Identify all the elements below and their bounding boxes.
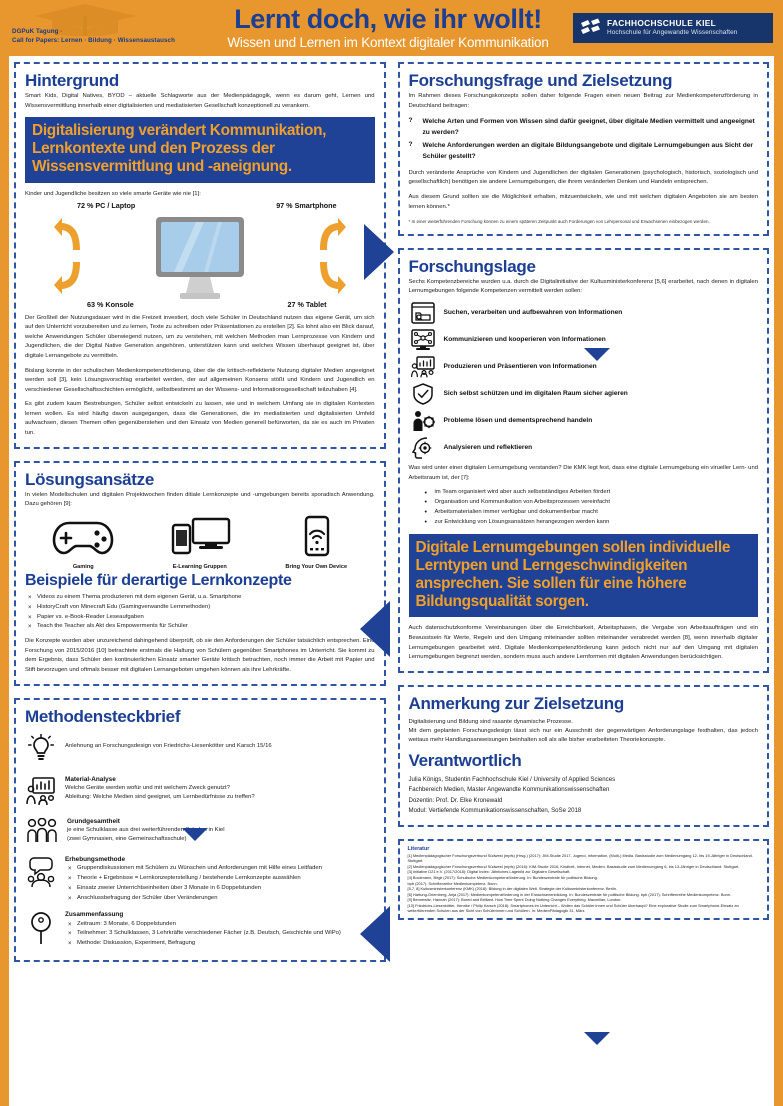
connector-arrow-down-1	[182, 828, 208, 841]
question-mark-icon: ?	[408, 141, 413, 149]
method-row-lamp	[26, 733, 375, 769]
connector-arrow-right-1	[364, 224, 394, 280]
card-loesungsansaetze	[14, 461, 386, 686]
kmk-points-list	[423, 488, 759, 528]
hintergrund-highlight: Digitalisierung verändert Kommunikation, Lernkontexte und den Prozess der Wissensvermittlung und -aneignung.	[25, 117, 375, 183]
literatur-item: bpb (2017): Schriftenreihe Medienkompetenz. Bonn.	[407, 880, 498, 886]
chart-caption: Kinder und Jugendliche besitzen so viele smarte Geräte wie nie [1]:	[25, 190, 201, 197]
list-item: × Gruppendiskussionen mit Schülern zu Wünschen und Anforderungen mit Hilfe eines Leitfaden	[65, 864, 375, 874]
literatur-item: [1] Medienpädagogischer Forschungsverbund Südwest (mpfs) (Hrsg.) (2017): JIM-Studie 2017, Jugend, Information, (Multi-) Media. Basisstudie zum Medienumgang 12- bis 19-Jähriger in Deutschland. Stuttgart.	[407, 852, 753, 864]
forschungslage-highlight: Digitale Lernumgebungen sollen individuelle Lerntypen und Lerngeschwindigkeiten ansprechen. Sie sollen für eine höhere Bildungsqualität sorgen.	[409, 534, 759, 618]
method-zusammen-title: Zusammenfassung	[65, 910, 124, 918]
list-item: • Arbeitsmaterialien immer verfügbar und dokumentierbar macht	[423, 508, 759, 518]
device-ownership-chart	[25, 201, 375, 309]
list-item: × Theorie + Ergebnisse = Lernkonzepterstellung / bestehende Lernkonzepte auswählen	[65, 874, 375, 884]
method-row-erhebung	[26, 855, 375, 904]
card-forschungslage	[398, 248, 770, 673]
list-item: × Teilnehmer: 3 Schulklassen, 3 Lehrkräfte verschiedener Fächer (z.B. Deutsch, Geschichte und WiPo)	[65, 929, 375, 939]
presentation-icon	[26, 776, 56, 806]
competency-label-5: Probleme lösen und dementsprechend handeln	[443, 417, 593, 425]
solution-icon-row	[25, 515, 375, 570]
literatur-item: [4] Bockmann, Birgit (2017): Schulische Medienkompetenzförderung. In: Bundeszentrale für politische Bildung.	[407, 875, 598, 881]
competency-row-6	[411, 437, 759, 459]
list-item: • im Team organisiert wird aber auch selbstständiges Arbeiten fördert	[423, 488, 759, 498]
beispiele-list	[25, 593, 375, 633]
method-icon-wrap	[26, 817, 58, 849]
method-row-zusammenfassung	[26, 910, 375, 950]
forschungslage-title: Forschungslage	[408, 256, 536, 276]
resp-line-2: Fachbereich Medien, Master Angewandte Kommunikationswissenschaften	[408, 786, 610, 794]
verantwortlich-title: Verantwortlich	[408, 750, 522, 770]
hintergrund-para2: Bislang konnte in der schulischen Medienkompetenzförderung, über die die kritisch-reflektierte Nutzung digitaler Medien angeeignet werden soll [3], kein Lösungsvorschlag erarbeitet werden, der auf allgemeinen Konsens stößt und Kindern und Jugendlich en verschiedener Gesellschaftsschichten ermöglicht, selbstbestimmt an der Wissens- und Informationsgesellschaft teilzuhaben [4].	[25, 367, 375, 393]
two-column-layout	[8, 62, 775, 962]
solution-icon-cell-byod	[259, 515, 374, 570]
lightbulb-icon	[28, 734, 54, 764]
literatur-item: [2] Medienpädagogischer Forschungsverbund Südwest (mpfs) (2016): KIM-Studie 2016, Kindheit, Internet, Medien. Basisstudie zum Medienumgang 6- bis 13-Jähriger in Deutschland. Stuttgart.	[407, 863, 740, 869]
connector-arrow-down-3	[584, 1032, 610, 1045]
literatur-item: [6] Hartung-Griemberg, Anja (2017): Medienkompetenzförderung in der Erwachsenenbildung. In: Bundeszentrale für politische Bildung. bpb (2017): Schriftenreihe Medienkompetenz. Bonn.	[407, 891, 732, 897]
method-grund-line2: (zwei Gymnasien, eine Gemeinschaftsschule)	[67, 836, 187, 843]
method-zusammen-list	[65, 920, 375, 950]
forschungsfrage-para1: Durch veränderte Ansprüche von Kindern und Jugendlichen der digitalen Generationen (psychologisch, historisch, soziologisch und gesellschaftlich) benötigen sie andere Lernumgebungen, die ihrem veränderten Denken und Handeln entsprechen.	[408, 169, 758, 186]
loesungsansaetze-closing: Die Konzepte wurden aber unzureichend dahingehend überprüft, ob sie den Anforderungen der Schüler tatsächlich entsprechen. Eine Forschung von 2015/2016 [10] betrachtete erstmals die Haltung von Schülern gegenüber Smartphones im Unterricht. Sie kommt zu dem Ergebnis, dass Schüler den kontinuierlichen Einsatz smarter Geräte kritisch betrachten, noch immer die Arbeit mit Papier und Stift bevorzugen und oftmals besser mit digitalen Lernangeboten umgehen können als ihre Lehrkräfte.	[25, 638, 375, 674]
anmerkung-line2: Mit dem geplanten Forschungsdesign lässt sich nur ein Ausschnitt der gegenwärtigen Anforderungslage festhalten, das jedoch weitaus mehr Handlungsanweisungen beinhalten soll als alle bisher erarbeiteten Theoriekonzepte.	[408, 727, 758, 744]
solution-label-gaming: Gaming	[72, 563, 94, 570]
method-icon-wrap	[26, 910, 56, 950]
chart-label-pc: 72 % PC / Laptop	[77, 200, 136, 210]
hintergrund-title: Hintergrund	[25, 71, 119, 90]
chart-label-smartphone: 97 % Smartphone	[276, 200, 337, 210]
method-icon-wrap	[26, 855, 56, 893]
arrow-down-right-icon	[317, 261, 347, 295]
list-item: • zur Entwicklung von Lösungsansätzen herangezogen werden kann	[423, 518, 759, 528]
methodensteckbrief-title: Methodensteckbrief	[25, 706, 181, 726]
poster-body	[0, 56, 783, 1106]
left-orange-bar	[0, 56, 9, 1106]
literatur-item: [9] Bennewitz, Hannah (2017): Bored and Brilliant. How Time Spent Doing Nothing Changes Everything. Macmillan, London.	[407, 897, 622, 903]
poster-header	[0, 0, 783, 56]
university-tagline: Hochschule für Angewandte Wissenschaften	[607, 29, 738, 37]
literatur-item: [10] Friedrichs-Liesenkötter, Henrike / Philip Karsch (2018): Smartphones im Unterricht – Wollen das Schüler:innen und Schüler überhaupt? Eine explorative Studie zum Smartphone-Einsatz an weiterführenden Schulen aus der Sicht von Schülerinnen und Schülern. In: MedienPädagogik 31, März.	[407, 902, 739, 914]
header-left-branding	[8, 0, 213, 56]
method-zusammen-body	[65, 910, 375, 949]
loesungsansaetze-intro: In vielen Modellschulen und digitalen Projektwochen finden ditiale Lernkonzepte und -umgebungen bereits sporadisch Anwendung. Dazu gehören [9]:	[25, 491, 375, 508]
beispiele-title: Beispiele für derartige Lernkonzepte	[25, 571, 292, 589]
header-left-text	[12, 27, 175, 46]
present-produce-icon	[411, 356, 435, 378]
discussion-icon	[26, 856, 56, 888]
list-item: × Anschlussbefragung der Schüler über Veränderungen	[65, 894, 375, 904]
research-questions	[409, 117, 759, 163]
resp-line-4: Modul: Vertiefende Kommunikationswissenschaften, SoSe 2018	[408, 807, 582, 815]
problem-solving-icon	[411, 410, 435, 432]
solution-icon-cell-gaming	[26, 515, 141, 570]
card-forschungsfrage	[398, 62, 770, 236]
method-material-title: Material-Analyse	[65, 775, 116, 783]
forschungsfrage-footnote: * In einer weiterführenden Forschung können zu einem späteren Zeitpunkt auch Forderungen von Lehrpersonal und Erwachsenen einbezogen werden.	[408, 219, 710, 225]
kmk-intro: Was wird unter einer digitalen Lernumgebung verstanden? Die KMK legt fest, dass eine digitale Lernumgebung ein virueller Lern- und Arbeitsraum ist, der [7]:	[408, 464, 758, 481]
connector-arrow-down-2	[584, 348, 610, 361]
forschungsfrage-title: Forschungsfrage und Zielsetzung	[408, 71, 673, 90]
verantwortlich-block	[409, 775, 759, 817]
anmerkung-title: Anmerkung zur Zielsetzung	[408, 693, 624, 713]
smartphone-wifi-icon	[285, 515, 347, 557]
competency-row-4	[411, 383, 759, 405]
method-material-line1: Welche Geräte werden wofür und mit welchem Zweck genutzt?	[65, 785, 230, 792]
chart-label-konsole: 63 % Konsole	[87, 299, 134, 309]
chart-label-tablet: 27 % Tablet	[287, 299, 327, 309]
hintergrund-para1: Der Großteil der Nutzungsdauer wird in die Freizeit investiert, doch viele Schüler in Deutschland nutzen das eigene Gerät, um sich auf den Unterricht vorzubereiten und zu lernen, Texte zu schreiben oder Präsentationen zu erstellen [2]. Es lohnt also ein Blick darauf, welche Anwendungen Schüler überwiegend nutzen, um zu verstehen, mit welchen Methoden man Lernprozesse von Kindern und Jugendlichen, die der Digital Native Generation angehören, unterstützen kann und welches Wissen überhaupt geeignet ist, über digitale Lernangebote zu vermitteln.	[25, 314, 375, 360]
list-item: × Teach the Teacher als Akt des Empowerments für Schüler	[25, 622, 375, 632]
literatur-title: Literatur	[407, 845, 430, 852]
monitor-illustration	[152, 213, 248, 301]
research-question-1: Welche Arten und Formen von Wissen sind dafür geeignet, über digitale Medien vermittelt und angeeignet zu werden?	[422, 118, 755, 136]
list-item: × Videos zu einem Thema produzieren mit dem eigenen Gerät, u.a. Smartphone	[25, 593, 375, 603]
competency-label-3: Produzieren und Präsentieren von Informationen	[443, 363, 597, 371]
solution-icon-cell-elearning	[142, 515, 257, 570]
hintergrund-para3: Es gibt zudem kaum Bestrebungen, Schüler selbst entwickeln zu lassen, wie und in welchem Umfang sie in digitalen Kontexten lernen wollen. Es wird häufig davon ausgegangen, dass die Generationen, die im mediatisierten und digitalisierten Umfeld aufwachsen, diesen Themen offen gegenüberstehen und den Einsatz von Medien generell befürworten, da sie es auch im Privaten tun.	[25, 401, 375, 436]
literatur-item: [5,7, 8] Kultusministerkonferenz (KMK) (2016): Bildung in der digitalen Welt. Strategie der Kultusministerkonferenz. Berlin.	[407, 886, 617, 892]
resp-line-1: Julia Königs, Studentin Fachhochschule Kiel / University of Applied Sciences	[408, 775, 616, 783]
method-erhebung-list	[65, 864, 375, 904]
header-left-line1: DGPuK Tagung ·	[12, 28, 63, 35]
connector-arrow-left-2	[360, 906, 390, 962]
left-column	[14, 62, 386, 962]
arrow-down-left-icon	[53, 261, 83, 295]
arrow-up-left-icon	[53, 217, 83, 251]
list-item: × Zeitraum: 3 Monate, 6 Doppelstunden	[65, 920, 375, 930]
forschungsfrage-para2: Aus diesem Grund sollten sie die Möglichkeit erhalten, mitzuentwickeln, wie und mit welchen digitalen Angeboten sie am besten lernen können.*	[408, 193, 758, 210]
loesungsansaetze-title: Lösungsansätze	[25, 469, 154, 489]
devices-icon	[169, 515, 231, 557]
forschungsfrage-intro: Im Rahmen dieses Forschungskonzepts sollen daher folgende Fragen einen neuen Beitrag zur Medienkompetenzförderung in Deutschland beitragen:	[408, 93, 758, 109]
people-group-icon	[26, 818, 58, 844]
forschungslage-intro: Sechs Kompetenzbereiche wurden u.a. durch die Digitalinitiative der Kultusministerkonferenz [5,6] erarbeitet, nach denen in digitalen Lernumgebungen folgende Kompetenzen vermittelt werden sollen:	[408, 278, 758, 295]
solution-label-byod: Bring Your Own Device	[285, 563, 348, 570]
poster-subtitle: Wissen und Lernen im Kontext digitaler Kommunikation	[227, 34, 549, 50]
question-mark-icon: ?	[408, 117, 413, 125]
method-erhebung-title: Erhebungsmethode	[65, 855, 126, 863]
literatur-item: [3] Initiative D21 e.V. (2017/2018): Digital Index: Jährliches Lagebild zur Digitalen Gesellschaft.	[407, 869, 571, 875]
card-hintergrund	[14, 62, 386, 449]
research-question-row	[409, 117, 759, 138]
university-logo-block	[573, 13, 773, 43]
list-item: × HistoryCraft von Minecraft Edu (Gamingverwandte Lernmethoden)	[25, 603, 375, 613]
method-icon-wrap	[26, 733, 56, 769]
method-material-body	[65, 775, 375, 803]
header-title-block	[213, 6, 573, 50]
method-erhebung-body	[65, 855, 375, 904]
university-name: FACHHOCHSCHULE KIEL	[607, 18, 716, 29]
hintergrund-intro: Smart Kids, Digital Natives, BYOD – aktuelle Schlagworte aus der Medienpädagogik, wenn es darum geht, Lernen und Wissensvermittlung innerhalb einer digitalisierten und mediatisierten Gesellschaft konzeptionell zu verankern.	[25, 93, 375, 109]
method-grund-title: Grundgesamtheit	[67, 817, 120, 825]
research-question-row	[409, 141, 759, 162]
head-gear-icon	[411, 437, 435, 459]
shield-check-icon	[411, 383, 435, 405]
card-anmerkung	[398, 685, 770, 827]
fh-kiel-waves-icon	[579, 18, 601, 38]
connector-arrow-left-1	[360, 601, 390, 657]
method-lamp-text: Anlehnung an Forschungsdesign von Friedrichs-Liesenkötter und Karsch 15/16	[65, 742, 272, 749]
anmerkung-line1: Digitalisierung und Bildung sind rasante dynamische Prozesse.	[408, 718, 573, 725]
method-lamp-text-wrap	[65, 733, 375, 751]
method-row-material	[26, 775, 375, 811]
method-material-line2: Ableitung: Welche Medien sind geeignet, um Lernbedürfnisse zu treffen?	[65, 794, 255, 801]
poster-title: Lernt doch, wie ihr wollt!	[234, 4, 542, 35]
list-item: × Papier vs. e-Book-Reader Leseaufgaben	[25, 613, 375, 623]
competency-label-4: Sich selbst schützen und im digitalen Raum sicher agieren	[443, 390, 628, 398]
list-item: × Methode: Diskussion, Experiment, Befragung	[65, 939, 375, 949]
competency-row-5	[411, 410, 759, 432]
right-orange-bar	[774, 56, 783, 1106]
resp-line-3: Dozentin: Prof. Dr. Elke Kronewald	[408, 796, 503, 804]
solution-label-elearning: E-Learning Gruppen	[172, 563, 227, 570]
gamepad-icon	[52, 515, 114, 557]
arrow-up-right-icon	[317, 217, 347, 251]
method-grund-body	[67, 817, 375, 845]
list-item: × Einsatz zweier Unterrichtseinheiten über 3 Monate in 6 Doppelstunden	[65, 884, 375, 894]
method-icon-wrap	[26, 775, 56, 811]
search-folder-icon	[411, 302, 435, 324]
competency-label-2: Kommunizieren und kooperieren von Informationen	[443, 336, 606, 344]
research-question-2: Welche Anforderungen werden an digitale Bildungsangebote und digitale Lernumgebungen aus Sicht der Schüler gestellt?	[422, 142, 753, 161]
network-monitor-icon	[411, 329, 435, 351]
method-grund-line1: je eine Schulklasse aus drei weiterführenden Schulen in Kiel	[67, 827, 225, 834]
right-column	[398, 62, 770, 962]
forschungslage-closing: Auch datenschutzkonforme Vereinbarungen über die Erreichbarkeit, Arbeitsphasen, die Vergabe von Arbeitsaufträgen und ein Bewusstsein für Werte, Regeln und den Umgang miteinander sollten miteinander verabredet werden [8], wenn innerhalb digitaler Lernumgebungen gearbeitet wird. Digitale Medienkompetenzförderung kann jedoch nicht nur auf den Umgang mit digitalen Lernumgebungen begrenzt werden, sondern muss auch andere Lernformen mit digitalen Anwendungen berücksichtigen.	[408, 625, 758, 661]
header-left-line2: Call for Papers: Lernen · Bildung · Wissensaustausch	[12, 37, 175, 45]
card-literatur	[398, 839, 770, 920]
competency-row-1	[411, 302, 759, 324]
competency-label-1: Suchen, verarbeiten und aufbewahren von Informationen	[443, 309, 623, 317]
list-item: • Organisation und Kommunikation von Arbeitsprozessen vereinfacht	[423, 498, 759, 508]
magnifier-icon	[28, 911, 54, 945]
competency-label-6: Analysieren und reflektieren	[443, 444, 533, 452]
